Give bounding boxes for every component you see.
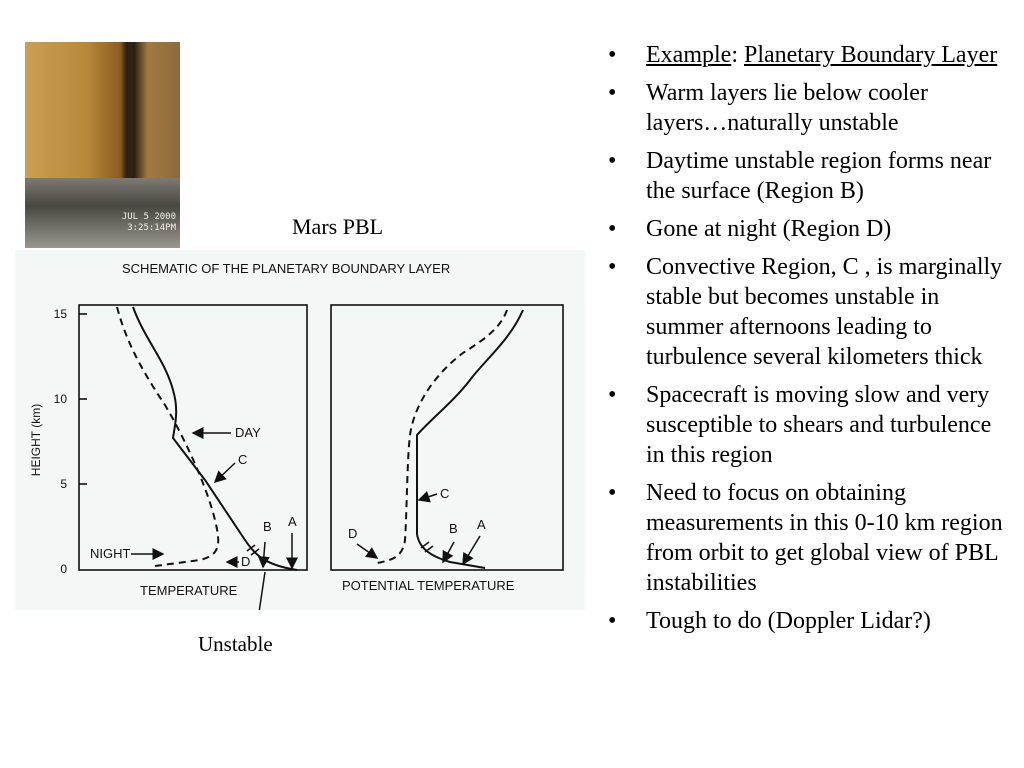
label-day: DAY: [235, 425, 261, 440]
label-night: NIGHT: [90, 546, 131, 561]
a-arrow-right: [463, 536, 480, 564]
c-arrow-left: [215, 463, 235, 482]
bullet-example-separator: :: [731, 42, 744, 68]
b-arrow-left: [263, 542, 265, 567]
y-tick-label: 5: [60, 477, 67, 491]
bullet-list: [608, 40, 1008, 644]
pbl-schematic-figure: [15, 250, 585, 610]
label-d-left: D: [241, 554, 251, 569]
bullet-example-topic: Planetary Boundary Layer: [743, 42, 998, 68]
bullet-item: • Gone at night (Region D): [608, 214, 1008, 244]
bullet-item: • Spacecraft is moving slow and very susceptible to shears and turbulence in this region: [608, 380, 1008, 470]
right-panel-frame: [331, 305, 563, 570]
mars-surface-photo: [25, 42, 180, 248]
b-arrow-right: [443, 542, 454, 562]
y-tick-label: 10: [53, 392, 67, 406]
y-tick-label: 0: [60, 562, 67, 576]
c-arrow-right: [419, 494, 437, 500]
bullet-example-label: Example: [646, 42, 732, 68]
mars-pbl-caption: Mars PBL: [292, 214, 384, 239]
night-potential-temperature-profile: [377, 310, 507, 563]
photo-date-stamp: JUL 5 2000 3:25:14PM: [121, 212, 176, 233]
label-b-right: B: [449, 521, 458, 536]
left-xlabel: TEMPERATURE: [140, 583, 238, 598]
left-panel-frame: [79, 305, 307, 570]
y-tick-label: 15: [53, 307, 67, 321]
y-axis-label: HEIGHT (km): [29, 403, 43, 477]
label-d-right: D: [348, 526, 358, 541]
bullet-item: • Daytime unstable region forms near the surface (Region B): [608, 146, 1008, 206]
bullet-item: • Warm layers lie below cooler layers…naturally unstable: [608, 78, 1008, 138]
label-c-left: C: [238, 452, 248, 467]
figure-title: SCHEMATIC OF THE PLANETARY BOUNDARY LAYER: [122, 261, 451, 276]
label-a-right: A: [477, 517, 486, 532]
right-xlabel: POTENTIAL TEMPERATURE: [342, 578, 515, 593]
region-b-tick: [425, 546, 433, 552]
bullet-item: [608, 40, 1008, 70]
label-c-right: C: [440, 486, 450, 501]
night-temperature-profile: [117, 307, 218, 566]
unstable-caption: Unstable: [198, 632, 273, 656]
pbl-schematic-svg: [15, 250, 585, 610]
label-b-left: B: [263, 519, 272, 534]
bullet-item: • Need to focus on obtaining measurements in this 0-10 km region from orbit to get global view of PBL instabilities: [608, 478, 1008, 598]
unstable-pointer: [257, 572, 265, 610]
label-a-left: A: [288, 514, 297, 529]
d-arrow-right: [357, 544, 377, 558]
day-temperature-profile: [133, 307, 297, 570]
bullet-item: • Tough to do (Doppler Lidar?): [608, 606, 1008, 636]
bullet-item: • Convective Region, C , is marginally stable but becomes unstable in summer afternoons leading to turbulence several kilometers thick: [608, 252, 1008, 372]
